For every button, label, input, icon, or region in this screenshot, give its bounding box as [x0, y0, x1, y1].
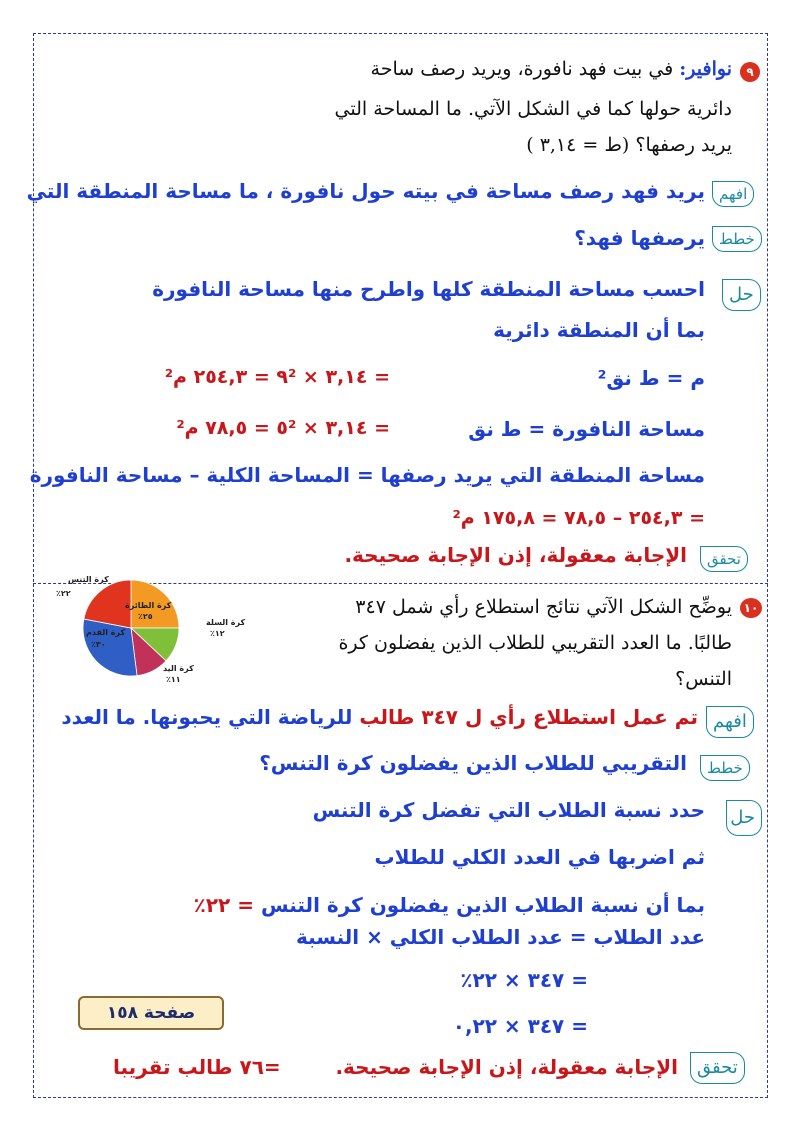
pie-label-volley: كرة الطائرة — [125, 601, 172, 610]
problem-9-line1 — [371, 58, 732, 80]
problem-9-text1: في بيت فهد نافورة، ويريد رصف ساحة — [370, 58, 674, 80]
eq2-right: = ٣,١٤ × ٥² = ٧٨,٥ م² — [176, 417, 390, 439]
eq1-right: = ٣,١٤ × ٩² = ٢٥٤,٣ م² — [164, 366, 390, 388]
plan-text: يرصفها فهد؟ — [574, 226, 705, 250]
check-tag-2: تحقق — [690, 1052, 745, 1084]
understand-part3: للرياضة التي يحبونها. ما العدد — [61, 705, 353, 729]
solve-line1: احسب مساحة المنطقة كلها واطرح منها مساحة النافورة — [152, 277, 705, 301]
problem-10-line3: التنس؟ — [675, 668, 732, 690]
understand-text-2 — [61, 705, 698, 729]
understand-text: يريد فهد رصف مساحة في بيته حول نافورة ، ما مساحة المنطقة التي — [26, 179, 705, 203]
pie-label-football: كرة القدم — [86, 628, 126, 637]
solve-line4-2: عدد الطلاب = عدد الطلاب الكلي × النسبة — [295, 925, 705, 949]
plan-tag: خطط — [712, 226, 762, 252]
understand-tag-2: افهم — [706, 706, 754, 738]
solve-line1-2: حدد نسبة الطلاب التي تفضل كرة التنس — [312, 798, 705, 822]
eq4-text: = ٢٥٤,٣ – ٧٨,٥ = ١٧٥,٨ م² — [452, 507, 705, 529]
pie-label-football-pct: ٣٠٪ — [91, 640, 106, 649]
solve-line3-part1: بما أن نسبة الطلاب الذين يفضلون كرة التنس — [260, 893, 705, 917]
final-answer: =٧٦ طالب تقريبا — [113, 1055, 281, 1079]
solve-tag-2: حل — [726, 800, 762, 836]
pie-label-hand: كرة اليد — [163, 664, 194, 673]
problem-9-line2: دائرية حولها كما في الشكل الآتي. ما المساحة التي — [334, 98, 732, 120]
problem-9-line3: يريد رصفها؟ (ط = ٣,١٤ ) — [526, 134, 732, 156]
solve-tag: حل — [722, 279, 761, 311]
understand-part2: ٣٤٧ طالب — [359, 705, 458, 729]
pie-label-basket-pct: ١٢٪ — [210, 629, 225, 638]
pie-label-hand-pct: ١١٪ — [166, 675, 181, 684]
eq1-left: م = ط نق² — [597, 366, 705, 390]
problem-10-line2: طالبًا. ما العدد التقريبي للطلاب الذين يفضلون كرة — [338, 632, 732, 654]
solve-line3-2 — [194, 893, 705, 917]
check-text: الإجابة معقولة، إذن الإجابة صحيحة. — [344, 543, 687, 567]
solve-line3-part2: = ٢٢٪ — [193, 893, 254, 917]
plan-tag-2: خطط — [700, 755, 750, 781]
pie-label-tennis: كرة التنس — [68, 575, 109, 584]
p10-eq2: = ٣٤٧ × ٠,٢٢ — [452, 1014, 588, 1038]
solve-line2: بما أن المنطقة دائرية — [493, 318, 705, 342]
pie-label-basket: كرة السلة — [206, 618, 246, 627]
problem-9-number: ٩ — [740, 62, 760, 82]
page-number-box: صفحة ١٥٨ — [78, 996, 224, 1030]
check-text-2: الإجابة معقولة، إذن الإجابة صحيحة. — [335, 1055, 678, 1079]
pie-label-volley-pct: ٢٥٪ — [138, 612, 153, 621]
eq2-left: مساحة النافورة = ط نق — [468, 417, 705, 441]
pie-label-tennis-pct: ٢٢٪ — [56, 589, 71, 598]
p10-eq1: = ٣٤٧ × ٢٢٪ — [460, 968, 588, 992]
problem-9-title: نوافير: — [679, 58, 732, 80]
solve-line2-2: ثم اضربها في العدد الكلي للطلاب — [374, 845, 705, 869]
check-tag: تحقق — [700, 546, 748, 572]
eq3-text: مساحة المنطقة التي يريد رصفها = المساحة الكلية – مساحة النافورة — [29, 463, 705, 487]
problem-10-line1: يوضِّح الشكل الآتي نتائج استطلاع رأي شمل ٣٤٧ — [355, 596, 732, 618]
understand-part1: تم عمل استطلاع رأي ل — [464, 705, 698, 729]
plan-text-2: التقريبي للطلاب الذين يفضلون كرة التنس؟ — [259, 751, 687, 775]
problem-10-number: ١٠ — [740, 598, 762, 618]
understand-tag: افهم — [712, 181, 754, 207]
